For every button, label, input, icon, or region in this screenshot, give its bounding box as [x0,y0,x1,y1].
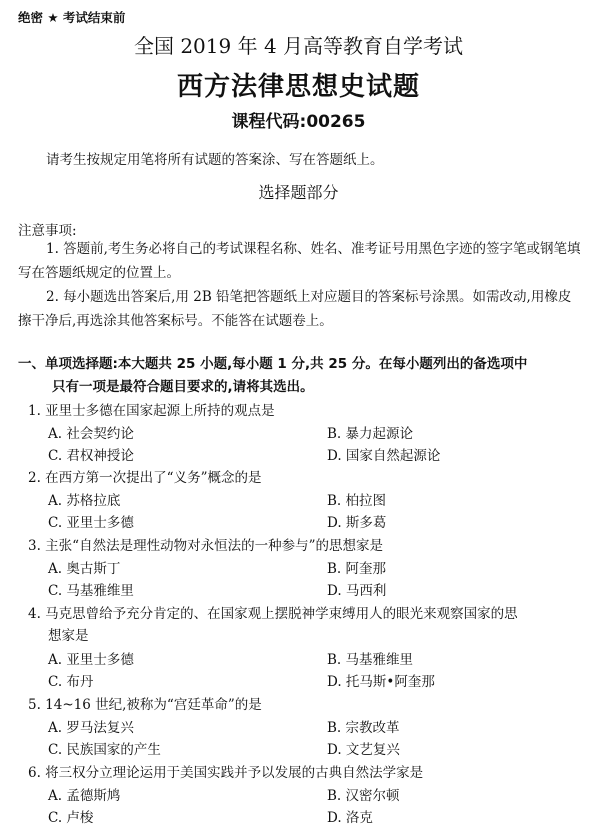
option-b: B. 宗教改革 [327,720,400,736]
option-d: D. 国家自然起源论 [327,448,441,464]
notes-heading: 注意事项: [18,223,77,239]
option-a: A. 亚里士多德 [48,652,134,668]
exam-title: 全国 2019 年 4 月高等教育自学考试 [133,34,464,58]
question-stem: 3. 主张“自然法是理性动物对永恒法的一种参与”的思想家是 [28,538,383,554]
option-a: A. 罗马法复兴 [48,720,134,736]
question-stem: 1. 亚里士多德在国家起源上所持的观点是 [28,403,275,419]
subject-title: 西方法律思想史试题 [176,72,420,102]
option-d: D. 文艺复兴 [327,742,400,758]
answer-instruction: 请考生按规定用笔将所有试题的答案涂、写在答题纸上。 [46,152,384,168]
note-item-2: 2. 每小题选出答案后,用 2B 铅笔把答题纸上对应题目的答案标号涂黑。如需改动,用橡皮擦干净后,再选涂其他答案标号。不能答在试题卷上。 [18,289,572,329]
question-stem: 5. 14~16 世纪,被称为“宫廷革命”的是 [28,697,262,713]
course-code: 课程代码:00265 [231,112,366,132]
option-d: D. 马西利 [327,583,387,599]
question-section-line-2: 只有一项是最符合题目要求的,请将其选出。 [52,379,314,395]
question-stem: 4. 马克思曾给予充分肯定的、在国家观上摆脱神学束缚用人的眼光来观察国家的思 [28,606,518,622]
option-c: C. 君权神授论 [48,448,134,464]
question-stem: 2. 在西方第一次提出了“义务”概念的是 [28,470,262,486]
question-stem: 6. 将三权分立理论运用于美国实践并予以发展的古典自然法学家是 [28,765,424,781]
option-c: C. 布丹 [48,674,94,690]
option-d: D. 洛克 [327,810,373,826]
option-d: D. 斯多葛 [327,515,387,531]
option-c: C. 卢梭 [48,810,94,826]
option-a: A. 社会契约论 [48,426,134,442]
option-a: A. 苏格拉底 [48,493,121,509]
option-c: C. 马基雅维里 [48,583,134,599]
option-a: A. 奥古斯丁 [48,561,121,577]
option-a: A. 孟德斯鸠 [48,788,121,804]
option-b: B. 马基雅维里 [327,652,414,668]
option-b: B. 汉密尔顿 [327,788,400,804]
option-d: D. 托马斯•阿奎那 [327,674,435,690]
option-c: C. 民族国家的产生 [48,742,161,758]
question-stem-continued: 想家是 [48,628,89,644]
confidential-mark: 绝密 ★ 考试结束前 [18,10,126,25]
option-c: C. 亚里士多德 [48,515,134,531]
question-section-line-1: 一、单项选择题:本大题共 25 小题,每小题 1 分,共 25 分。在每小题列出的备选项中 [18,356,528,372]
option-b: B. 柏拉图 [327,493,387,509]
note-item-1: 1. 答题前,考生务必将自己的考试课程名称、姓名、准考证号用黑色字迹的签字笔或钢笔填写在答题纸规定的位置上。 [18,241,581,281]
option-b: B. 暴力起源论 [327,426,414,442]
option-b: B. 阿奎那 [327,561,387,577]
question-section-header [18,353,578,399]
section-title: 选择题部分 [258,183,339,202]
